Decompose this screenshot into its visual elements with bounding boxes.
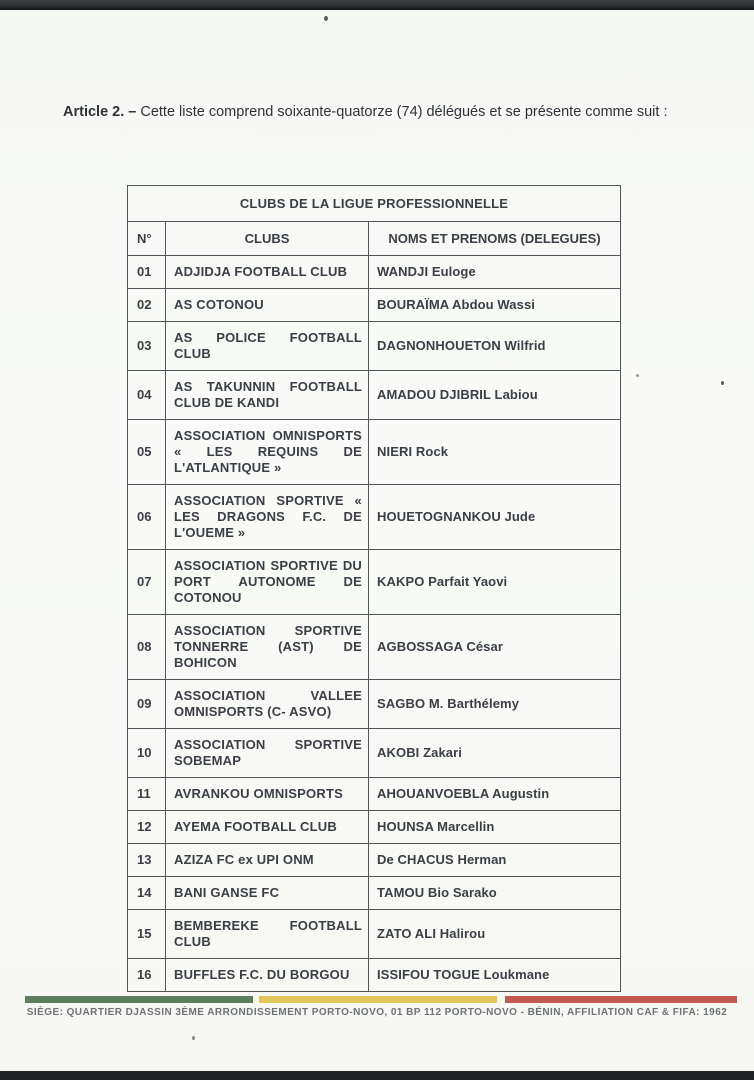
row-number: 05 <box>128 420 166 485</box>
delegate-name: AGBOSSAGA César <box>369 615 621 680</box>
column-header-delegate: NOMS ET PRENOMS (DELEGUES) <box>369 222 621 256</box>
delegate-name: DAGNONHOUETON Wilfrid <box>369 322 621 371</box>
table-title: CLUBS DE LA LIGUE PROFESSIONNELLE <box>128 186 621 222</box>
article-intro-label: Article 2. – <box>63 103 137 120</box>
table-title-row <box>128 186 621 222</box>
delegate-name: De CHACUS Herman <box>369 844 621 877</box>
flag-bar-red <box>505 996 737 1003</box>
table-body <box>128 256 621 992</box>
club-name: BUFFLES F.C. DU BORGOU <box>166 959 369 992</box>
club-name: BEMBEREKE FOOTBALL CLUB <box>166 910 369 959</box>
club-name: AS COTONOU <box>166 289 369 322</box>
row-number: 08 <box>128 615 166 680</box>
row-number: 03 <box>128 322 166 371</box>
row-number: 15 <box>128 910 166 959</box>
scan-speck <box>636 374 639 377</box>
table-row <box>128 877 621 910</box>
table-header-row <box>128 222 621 256</box>
club-name: ASSOCIATION OMNISPORTS « LES REQUINS DE L'ATLANTIQUE » <box>166 420 369 485</box>
row-number: 09 <box>128 680 166 729</box>
club-name: ASSOCIATION VALLEE OMNISPORTS (C- ASVO) <box>166 680 369 729</box>
club-name: AYEMA FOOTBALL CLUB <box>166 811 369 844</box>
table-row <box>128 420 621 485</box>
club-name: AVRANKOU OMNISPORTS <box>166 778 369 811</box>
row-number: 06 <box>128 485 166 550</box>
delegate-name: AKOBI Zakari <box>369 729 621 778</box>
row-number: 14 <box>128 877 166 910</box>
row-number: 10 <box>128 729 166 778</box>
article-intro <box>63 103 703 122</box>
table-row <box>128 289 621 322</box>
flag-bar-green <box>25 996 253 1003</box>
delegate-name: AMADOU DJIBRIL Labiou <box>369 371 621 420</box>
club-name: ASSOCIATION SPORTIVE SOBEMAP <box>166 729 369 778</box>
delegate-name: ISSIFOU TOGUE Loukmane <box>369 959 621 992</box>
table-row <box>128 729 621 778</box>
flag-bar-yellow <box>259 996 497 1003</box>
row-number: 13 <box>128 844 166 877</box>
club-name: AS TAKUNNIN FOOTBALL CLUB DE KANDI <box>166 371 369 420</box>
club-name: AS POLICE FOOTBALL CLUB <box>166 322 369 371</box>
club-name: BANI GANSE FC <box>166 877 369 910</box>
scan-speck <box>721 381 724 385</box>
table-row <box>128 256 621 289</box>
scan-speck <box>192 1036 195 1040</box>
delegate-name: NIERI Rock <box>369 420 621 485</box>
table-row <box>128 550 621 615</box>
delegate-name: ZATO ALI Halirou <box>369 910 621 959</box>
table-row <box>128 959 621 992</box>
scan-edge-bottom <box>0 1071 754 1080</box>
delegate-name: BOURAÏMA Abdou Wassi <box>369 289 621 322</box>
delegate-name: HOUNSA Marcellin <box>369 811 621 844</box>
table-row <box>128 811 621 844</box>
club-name: ASSOCIATION SPORTIVE « LES DRAGONS F.C. DE L'OUEME » <box>166 485 369 550</box>
row-number: 07 <box>128 550 166 615</box>
table-row <box>128 778 621 811</box>
row-number: 12 <box>128 811 166 844</box>
table-row <box>128 680 621 729</box>
row-number: 11 <box>128 778 166 811</box>
article-intro-text: Cette liste comprend soixante-quatorze (74) délégués et se présente comme suit : <box>136 103 668 120</box>
delegate-name: WANDJI Euloge <box>369 256 621 289</box>
table-row <box>128 615 621 680</box>
delegate-name: KAKPO Parfait Yaovi <box>369 550 621 615</box>
table-row <box>128 844 621 877</box>
footer-address: SIÈGE: QUARTIER DJASSIN 3ÈME ARRONDISSEMENT PORTO-NOVO, 01 BP 112 PORTO-NOVO - BÉNIN, AFFILIATION CAF & FIFA: 1962 <box>26 1007 728 1018</box>
delegate-name: HOUETOGNANKOU Jude <box>369 485 621 550</box>
club-name: ADJIDJA FOOTBALL CLUB <box>166 256 369 289</box>
row-number: 02 <box>128 289 166 322</box>
scan-speck <box>324 16 328 21</box>
table-row <box>128 371 621 420</box>
row-number: 04 <box>128 371 166 420</box>
table-row <box>128 322 621 371</box>
club-name: AZIZA FC ex UPI ONM <box>166 844 369 877</box>
table-row <box>128 485 621 550</box>
club-name: ASSOCIATION SPORTIVE TONNERRE (AST) DE BOHICON <box>166 615 369 680</box>
club-name: ASSOCIATION SPORTIVE DU PORT AUTONOME DE COTONOU <box>166 550 369 615</box>
delegate-name: TAMOU Bio Sarako <box>369 877 621 910</box>
row-number: 16 <box>128 959 166 992</box>
scan-edge-top <box>0 0 754 10</box>
delegates-table <box>127 185 621 992</box>
delegate-name: AHOUANVOEBLA Augustin <box>369 778 621 811</box>
column-header-num: N° <box>128 222 166 256</box>
delegate-name: SAGBO M. Barthélemy <box>369 680 621 729</box>
column-header-club: CLUBS <box>166 222 369 256</box>
table-row <box>128 910 621 959</box>
row-number: 01 <box>128 256 166 289</box>
